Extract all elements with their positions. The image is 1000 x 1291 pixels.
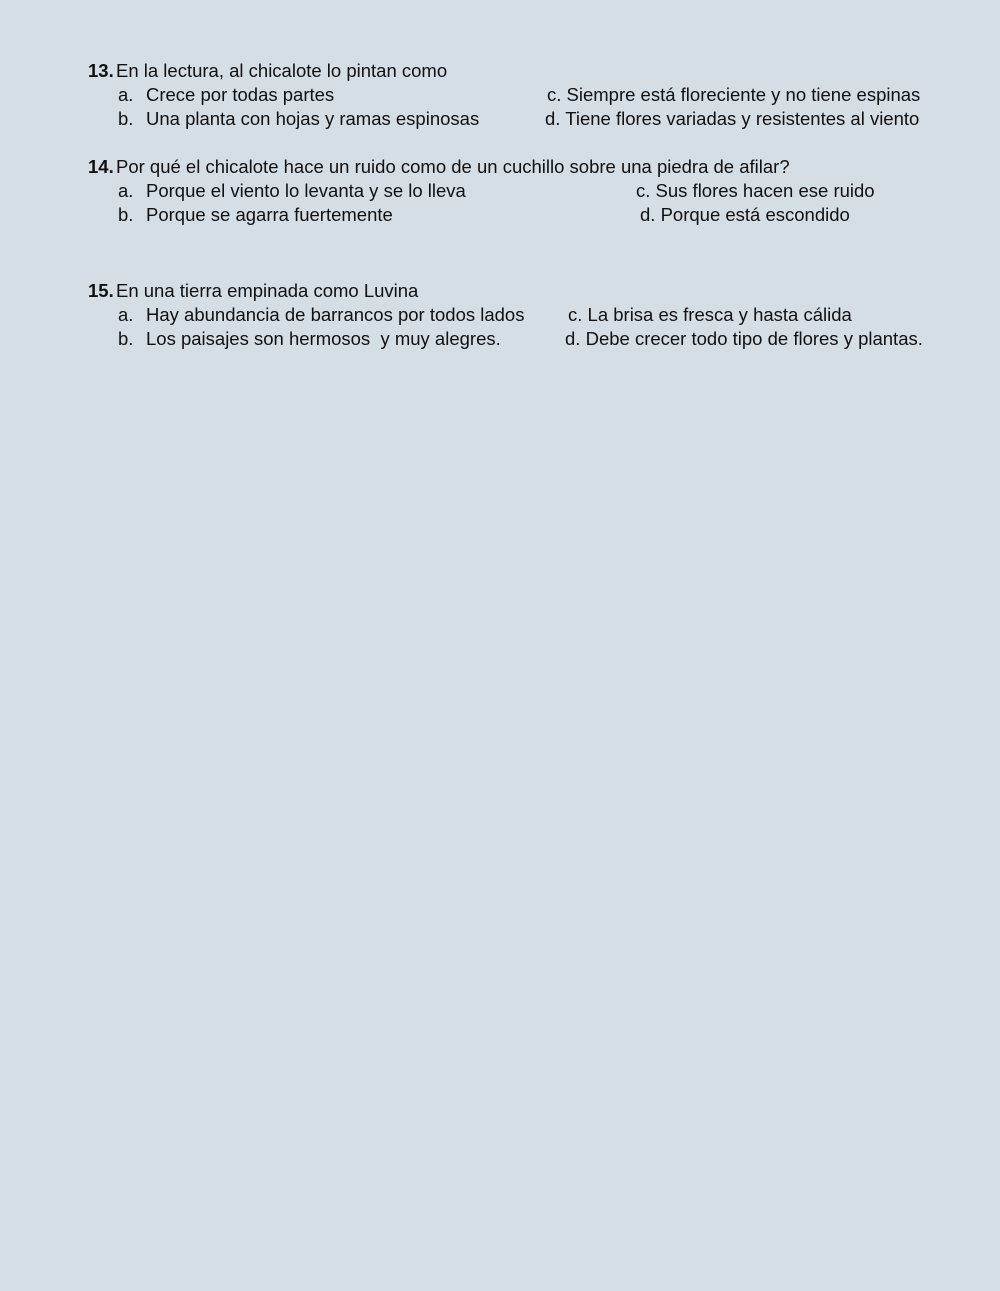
option-text: Porque está escondido — [660, 204, 850, 225]
option-c[interactable] — [547, 83, 920, 107]
option-letter: d. — [640, 204, 656, 225]
options-row — [88, 203, 958, 227]
question-13-header — [88, 59, 958, 83]
question-15 — [88, 279, 958, 351]
option-b[interactable] — [118, 203, 393, 227]
options-row — [88, 303, 958, 327]
question-text: En una tierra empinada como Luvina — [116, 280, 419, 301]
option-letter: b. — [118, 328, 134, 349]
option-letter: a. — [118, 180, 134, 201]
option-letter: c. — [636, 180, 651, 201]
option-b[interactable] — [118, 107, 479, 131]
question-number: 15. — [88, 280, 114, 301]
option-letter: b. — [118, 204, 134, 225]
option-text: Una planta con hojas y ramas espinosas — [146, 108, 480, 129]
option-a[interactable] — [118, 83, 334, 107]
option-letter: a. — [118, 304, 134, 325]
option-letter: c. — [547, 84, 562, 105]
question-text: En la lectura, al chicalote lo pintan como — [116, 60, 448, 81]
option-d[interactable] — [545, 107, 919, 131]
options-row — [88, 107, 958, 131]
question-15-header — [88, 279, 958, 303]
option-letter: d. — [545, 108, 561, 129]
option-text: Sus flores hacen ese ruido — [655, 180, 875, 201]
option-d[interactable] — [640, 203, 850, 227]
option-letter: c. — [568, 304, 583, 325]
question-number: 14. — [88, 156, 114, 177]
option-b[interactable] — [118, 327, 501, 351]
question-13 — [88, 59, 958, 131]
option-text: Tiene flores variadas y resistentes al viento — [565, 108, 920, 129]
option-text: Porque se agarra fuertemente — [146, 204, 393, 225]
option-letter: a. — [118, 84, 134, 105]
option-c[interactable] — [636, 179, 875, 203]
options-row — [88, 327, 958, 351]
question-14 — [88, 155, 958, 227]
option-d[interactable] — [565, 327, 923, 351]
question-text: Por qué el chicalote hace un ruido como de un cuchillo sobre una piedra de afilar? — [116, 156, 790, 177]
option-text: Crece por todas partes — [146, 84, 335, 105]
option-text: Hay abundancia de barrancos por todos lados — [146, 304, 525, 325]
option-text: La brisa es fresca y hasta cálida — [587, 304, 852, 325]
option-letter: b. — [118, 108, 134, 129]
option-text: Los paisajes son hermosos y muy alegres. — [146, 328, 501, 349]
option-text: Porque el viento lo levanta y se lo lleva — [146, 180, 466, 201]
option-letter: d. — [565, 328, 581, 349]
option-a[interactable] — [118, 179, 466, 203]
question-number: 13. — [88, 60, 114, 81]
option-c[interactable] — [568, 303, 852, 327]
option-text: Siempre está floreciente y no tiene espinas — [566, 84, 921, 105]
options-row — [88, 179, 958, 203]
option-text: Debe crecer todo tipo de flores y plantas. — [585, 328, 923, 349]
option-a[interactable] — [118, 303, 524, 327]
options-row — [88, 83, 958, 107]
question-14-header — [88, 155, 958, 179]
